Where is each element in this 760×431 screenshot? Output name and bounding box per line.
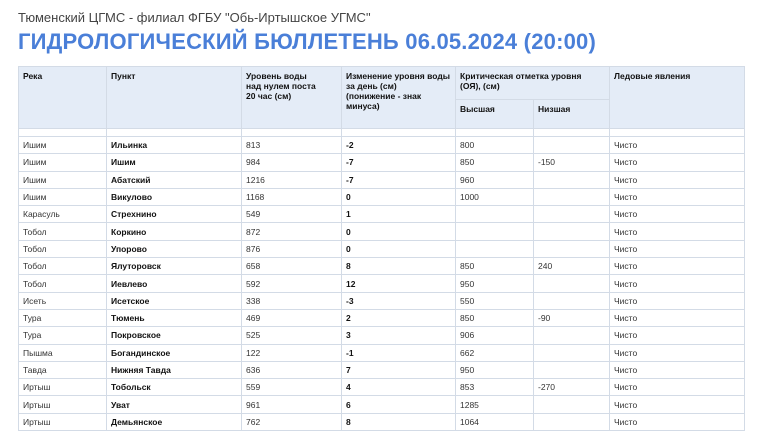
- cell-critical-low: [534, 275, 610, 292]
- cell-change: 2: [342, 309, 456, 326]
- cell-critical-low: [534, 171, 610, 188]
- cell-change: -3: [342, 292, 456, 309]
- cell-level: 1168: [242, 188, 342, 205]
- hydrology-table: [18, 66, 745, 431]
- cell-river: Тура: [19, 309, 107, 326]
- cell-river: Карасуль: [19, 206, 107, 223]
- table-row: [19, 327, 745, 344]
- cell-ice: Чисто: [610, 275, 745, 292]
- cell-critical-low: [534, 240, 610, 257]
- cell-ice: Чисто: [610, 309, 745, 326]
- cell-level: 549: [242, 206, 342, 223]
- column-header-level: Уровень воды над нулем поста 20 час (см): [242, 67, 342, 129]
- cell-critical-high: [456, 240, 534, 257]
- cell-point: Ишим: [107, 154, 242, 171]
- cell-point: Иевлево: [107, 275, 242, 292]
- table-row: [19, 206, 745, 223]
- cell-level: 636: [242, 361, 342, 378]
- cell-critical-low: [534, 137, 610, 154]
- cell-river: Тобол: [19, 240, 107, 257]
- cell-ice: Чисто: [610, 188, 745, 205]
- cell-point: Исетское: [107, 292, 242, 309]
- cell-critical-high: 950: [456, 361, 534, 378]
- cell-critical-high: 850: [456, 309, 534, 326]
- cell-change: 7: [342, 361, 456, 378]
- hydrology-table-container: [18, 66, 744, 431]
- cell-change: 8: [342, 413, 456, 430]
- cell-level: 658: [242, 258, 342, 275]
- column-header-point: Пункт: [107, 67, 242, 129]
- cell-river: Ишим: [19, 137, 107, 154]
- cell-ice: Чисто: [610, 396, 745, 413]
- cell-river: Ишим: [19, 171, 107, 188]
- cell-ice: Чисто: [610, 258, 745, 275]
- cell-river: Исеть: [19, 292, 107, 309]
- table-row: [19, 188, 745, 205]
- column-header-ice: Ледовые явления: [610, 67, 745, 129]
- cell-point: Викулово: [107, 188, 242, 205]
- cell-critical-low: [534, 327, 610, 344]
- cell-river: Тавда: [19, 361, 107, 378]
- cell-critical-high: 1000: [456, 188, 534, 205]
- cell-point: Уват: [107, 396, 242, 413]
- cell-level: 525: [242, 327, 342, 344]
- cell-change: -7: [342, 154, 456, 171]
- header-gap-row: [19, 129, 745, 137]
- cell-level: 469: [242, 309, 342, 326]
- table-row: [19, 240, 745, 257]
- cell-ice: Чисто: [610, 240, 745, 257]
- table-row: [19, 379, 745, 396]
- cell-change: 8: [342, 258, 456, 275]
- table-row: [19, 154, 745, 171]
- table-row: [19, 361, 745, 378]
- cell-critical-low: [534, 206, 610, 223]
- cell-change: 0: [342, 223, 456, 240]
- cell-critical-low: 240: [534, 258, 610, 275]
- table-row: [19, 223, 745, 240]
- cell-critical-high: 662: [456, 344, 534, 361]
- cell-change: 1: [342, 206, 456, 223]
- cell-critical-high: 950: [456, 275, 534, 292]
- cell-river: Тобол: [19, 275, 107, 292]
- table-body: [19, 129, 745, 431]
- bulletin-title: ГИДРОЛОГИЧЕСКИЙ БЮЛЛЕТЕНЬ 06.05.2024 (20:00): [18, 29, 596, 54]
- cell-point: Абатский: [107, 171, 242, 188]
- cell-river: Ишим: [19, 154, 107, 171]
- cell-critical-high: [456, 223, 534, 240]
- cell-critical-high: 853: [456, 379, 534, 396]
- cell-level: 872: [242, 223, 342, 240]
- cell-ice: Чисто: [610, 361, 745, 378]
- cell-point: Упорово: [107, 240, 242, 257]
- cell-critical-high: [456, 206, 534, 223]
- cell-ice: Чисто: [610, 413, 745, 430]
- cell-point: Ялуторовск: [107, 258, 242, 275]
- table-row: [19, 275, 745, 292]
- cell-change: 0: [342, 188, 456, 205]
- cell-level: 961: [242, 396, 342, 413]
- cell-change: -1: [342, 344, 456, 361]
- cell-ice: Чисто: [610, 137, 745, 154]
- cell-critical-low: [534, 396, 610, 413]
- cell-point: Ильинка: [107, 137, 242, 154]
- cell-point: Стрехнино: [107, 206, 242, 223]
- cell-level: 559: [242, 379, 342, 396]
- cell-critical-high: 800: [456, 137, 534, 154]
- cell-river: Тобол: [19, 223, 107, 240]
- cell-river: Ишим: [19, 188, 107, 205]
- table-row: [19, 396, 745, 413]
- cell-critical-low: -270: [534, 379, 610, 396]
- cell-river: Тура: [19, 327, 107, 344]
- table-row: [19, 344, 745, 361]
- column-header-critical-low: Низшая: [534, 100, 610, 129]
- cell-critical-low: [534, 344, 610, 361]
- table-row: [19, 137, 745, 154]
- cell-level: 762: [242, 413, 342, 430]
- cell-ice: Чисто: [610, 344, 745, 361]
- cell-critical-high: 1064: [456, 413, 534, 430]
- cell-ice: Чисто: [610, 171, 745, 188]
- cell-river: Иртыш: [19, 379, 107, 396]
- cell-ice: Чисто: [610, 292, 745, 309]
- cell-point: Нижняя Тавда: [107, 361, 242, 378]
- cell-critical-low: -150: [534, 154, 610, 171]
- cell-river: Иртыш: [19, 396, 107, 413]
- cell-change: 0: [342, 240, 456, 257]
- cell-point: Тюмень: [107, 309, 242, 326]
- cell-level: 876: [242, 240, 342, 257]
- cell-critical-low: [534, 361, 610, 378]
- cell-critical-high: 960: [456, 171, 534, 188]
- cell-critical-high: 1285: [456, 396, 534, 413]
- column-header-change: Изменение уровня воды за день (см) (понижение - знак минуса): [342, 67, 456, 129]
- cell-change: 4: [342, 379, 456, 396]
- cell-ice: Чисто: [610, 327, 745, 344]
- cell-critical-low: [534, 292, 610, 309]
- cell-point: Богандинское: [107, 344, 242, 361]
- cell-critical-low: -90: [534, 309, 610, 326]
- organization-subtitle: Тюменский ЦГМС - филиал ФГБУ "Обь-Иртышское УГМС": [18, 10, 371, 25]
- table-row: [19, 258, 745, 275]
- cell-river: Пышма: [19, 344, 107, 361]
- cell-point: Коркино: [107, 223, 242, 240]
- column-header-critical: Критическая отметка уровня (ОЯ), (см): [456, 67, 610, 100]
- cell-level: 813: [242, 137, 342, 154]
- cell-level: 592: [242, 275, 342, 292]
- cell-ice: Чисто: [610, 206, 745, 223]
- cell-point: Покровское: [107, 327, 242, 344]
- column-header-critical-high: Высшая: [456, 100, 534, 129]
- cell-point: Демьянское: [107, 413, 242, 430]
- cell-critical-high: 550: [456, 292, 534, 309]
- cell-level: 338: [242, 292, 342, 309]
- cell-ice: Чисто: [610, 379, 745, 396]
- cell-river: Тобол: [19, 258, 107, 275]
- cell-change: 12: [342, 275, 456, 292]
- column-header-river: Река: [19, 67, 107, 129]
- table-row: [19, 309, 745, 326]
- cell-point: Тобольск: [107, 379, 242, 396]
- cell-level: 984: [242, 154, 342, 171]
- cell-river: Иртыш: [19, 413, 107, 430]
- cell-change: 6: [342, 396, 456, 413]
- cell-critical-low: [534, 188, 610, 205]
- cell-critical-high: 850: [456, 154, 534, 171]
- table-row: [19, 171, 745, 188]
- cell-ice: Чисто: [610, 223, 745, 240]
- cell-change: -2: [342, 137, 456, 154]
- cell-critical-high: 906: [456, 327, 534, 344]
- cell-critical-high: 850: [456, 258, 534, 275]
- cell-change: 3: [342, 327, 456, 344]
- cell-level: 1216: [242, 171, 342, 188]
- cell-change: -7: [342, 171, 456, 188]
- table-row: [19, 292, 745, 309]
- cell-level: 122: [242, 344, 342, 361]
- cell-critical-low: [534, 223, 610, 240]
- cell-ice: Чисто: [610, 154, 745, 171]
